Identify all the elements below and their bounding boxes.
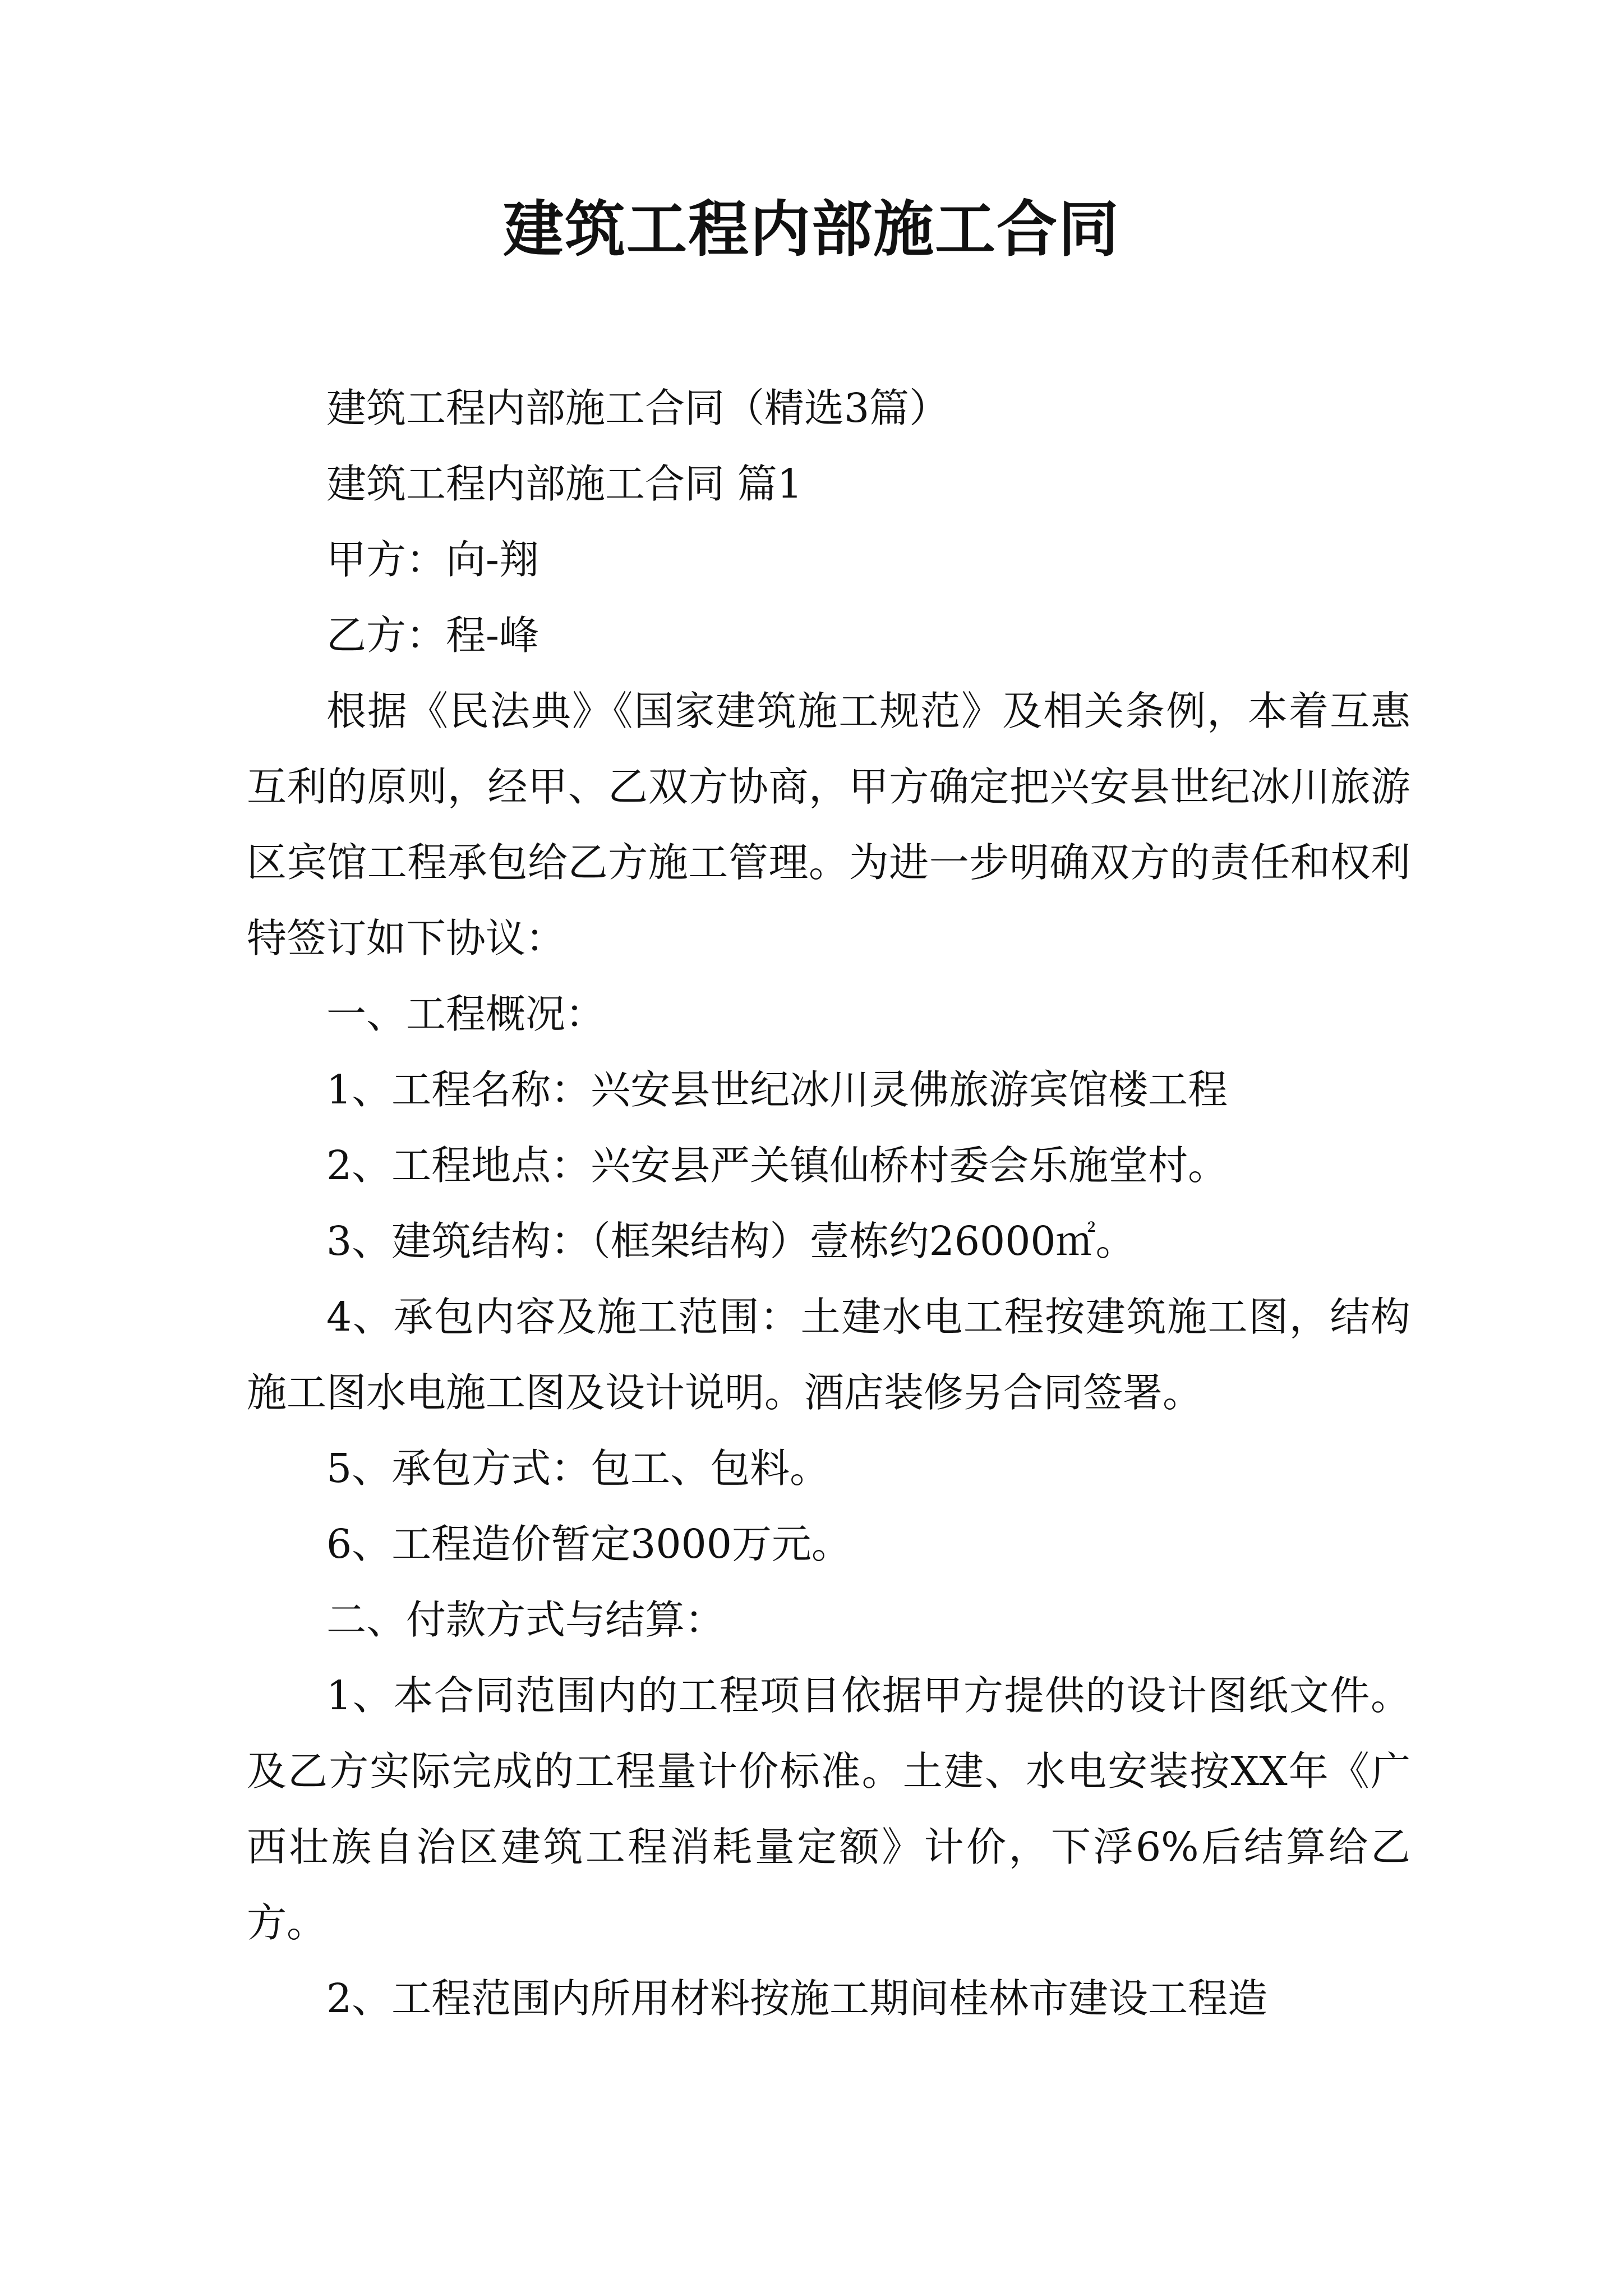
paragraph-cost: 6、工程造价暂定3000万元。: [326, 1521, 851, 1567]
paragraph-heading-payment: 二、付款方式与结算：: [326, 1596, 725, 1643]
document-title: 建筑工程内部施工合同: [502, 195, 1120, 265]
paragraph-payment-2: 2、工程范围内所用材料按施工期间桂林市建设工程造: [326, 1975, 1268, 2022]
paragraph-structure: 3、建筑结构：（框架结构）壹栋约26000㎡。: [326, 1218, 1136, 1264]
paragraph-section-heading: 建筑工程内部施工合同 篇1: [326, 461, 803, 507]
paragraph-preamble: 根据《民法典》《国家建筑施工规范》及相关条例，本着互惠互利的原则，经甲、乙双方协商，甲方确定把兴安县世纪冰川旅游区宾馆工程承包给乙方施工管理。为进一步明确双方的责任和权利特签订如下协议：: [247, 688, 1410, 961]
document-body: [247, 370, 1410, 2036]
paragraph-party-b: 乙方：程-峰: [326, 612, 539, 659]
paragraph-subtitle: 建筑工程内部施工合同（精选3篇）: [326, 385, 949, 431]
paragraph-party-a: 甲方：向-翔: [326, 536, 539, 583]
paragraph-project-location: 2、工程地点：兴安县严关镇仙桥村委会乐施堂村。: [326, 1142, 1228, 1189]
paragraph-contract-method: 5、承包方式：包工、包料。: [326, 1445, 830, 1492]
paragraph-heading-overview: 一、工程概况：: [326, 991, 606, 1037]
paragraph-project-name: 1、工程名称：兴安县世纪冰川灵佛旅游宾馆楼工程: [326, 1066, 1228, 1113]
paragraph-scope: 4、承包内容及施工范围：土建水电工程按建筑施工图，结构施工图水电施工图及设计说明。酒店装修另合同签署。: [247, 1294, 1410, 1416]
paragraph-payment-1: 1、本合同范围内的工程项目依据甲方提供的设计图纸文件。及乙方实际完成的工程量计价标准。土建、水电安装按XX年《广西壮族自治区建筑工程消耗量定额》计价，下浮6%后结算给乙方。: [247, 1672, 1410, 1946]
